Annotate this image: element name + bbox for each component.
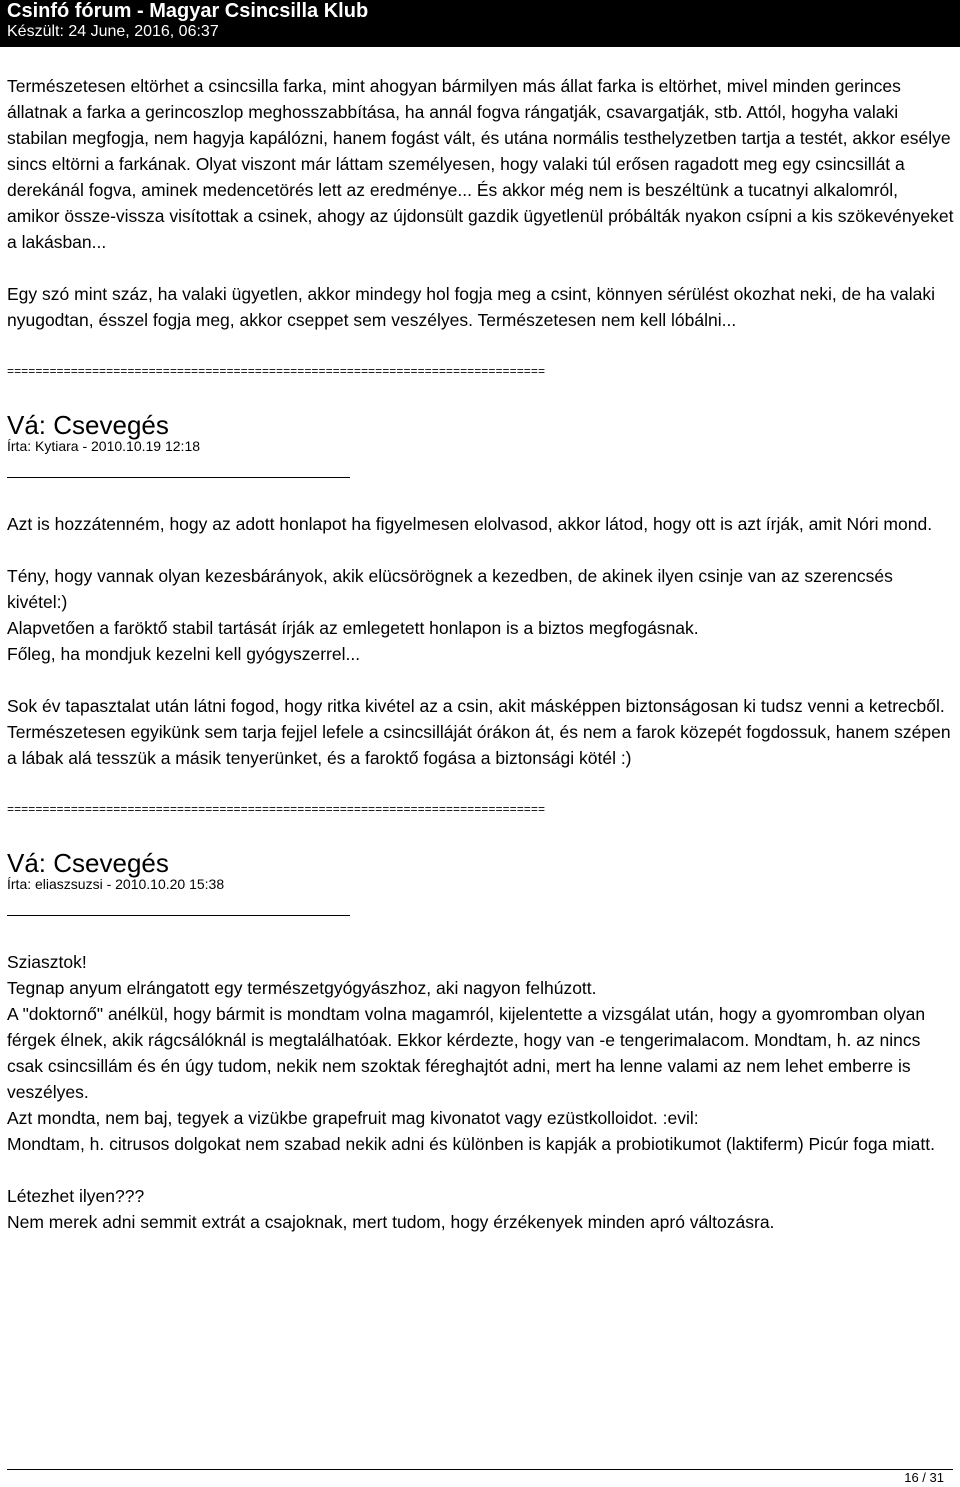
post-paragraph: Sziasztok! Tegnap anyum elrángatott egy természetgyógyászhoz, aki nagyon felhúzott. A "doktornő" anélkül, hogy bármit is mondtam volna magamról, kijelentette a vizsgálat után, hogy a gyomromban olyan férgek élnek, akik rágcsálóknál is megtalálhatóak. Ekkor kérdezte, hogy van -e tengerimalacom. Mondtam, h. az nincs csak csincsillám és én úgy tudom, nekik nem szoktak féreghajtót adni, mert ha lenne valami az nem lehet emberre is veszélyes. Azt mondta, nem baj, tegyek a vizükbe grapefruit mag kivonatot vagy ezüstkolloidot. :evil: Mondtam, h. citrusos dolgokat nem szabad nekik adni és különben is kapják a probiotikumot (laktiferm) Picúr foga miatt. bbox=[7, 952, 935, 1154]
post-paragraph: Azt is hozzátenném, hogy az adott honlapot ha figyelmesen elolvasod, akkor látod, hogy ott is azt írják, amit Nóri mond. bbox=[7, 514, 933, 534]
created-date: Készült: 24 June, 2016, 06:37 bbox=[7, 23, 219, 40]
paragraph-gap bbox=[7, 333, 955, 359]
paragraph-gap bbox=[7, 537, 955, 563]
posts-list bbox=[7, 411, 955, 1235]
post-meta: Írta: Kytiara - 2010.10.19 12:18 bbox=[7, 438, 201, 454]
forum-post bbox=[7, 849, 955, 1235]
post-paragraph: Tény, hogy vannak olyan kezesbárányok, akik elücsörögnek a kezedben, de akinek ilyen csinje van az szerencsés kivétel:) Alapvetően a faröktő stabil tartását írják az emlegetett honlapon is a biztos megfogásnak. Főleg, ha mondjuk kezelni kell gyógyszerrel... bbox=[7, 566, 893, 664]
forum-post bbox=[7, 411, 955, 849]
paragraph-gap bbox=[7, 771, 955, 797]
post-separator: ============================================================================ bbox=[7, 803, 546, 817]
paragraph-gap bbox=[7, 667, 955, 693]
intro-section bbox=[7, 73, 955, 411]
site-title: Csinfó fórum - Magyar Csincsilla Klub bbox=[7, 0, 369, 22]
post-meta-rule bbox=[7, 915, 350, 916]
page-header bbox=[0, 0, 960, 47]
post-title: Vá: Csevegés bbox=[7, 410, 169, 440]
intro-paragraph: Egy szó mint száz, ha valaki ügyetlen, akkor mindegy hol fogja meg a csint, könnyen sérülést okozhat neki, de ha valaki nyugodtan, ésszel fogja meg, akkor cseppet sem veszélyes. Természetesen nem kell lóbálni... bbox=[7, 284, 935, 330]
paragraph-gap bbox=[7, 385, 955, 411]
paragraph-gap bbox=[7, 255, 955, 281]
post-meta: Írta: eliaszsuzsi - 2010.10.20 15:38 bbox=[7, 876, 225, 892]
intro-paragraph: Természetesen eltörhet a csincsilla farka, mint ahogyan bármilyen más állat farka is eltörhet, mivel minden gerinces állatnak a farka a gerincoszlop meghosszabbítása, ha annál fogva rángatják, csavargatják, stb. Attól, hogyha valaki stabilan megfogja, nem hagyja kapálózni, hanem fogást vált, és utána normális testhelyzetben tartja a testét, akkor esélye sincs eltörni a farkának. Olyat viszont már láttam személyesen, hogy valaki túl erősen ragadott meg egy csincsillát a derekánál fogva, aminek medencetörés lett az eredménye... És akkor még nem is beszéltünk a tucatnyi alkalomról, amikor össze-vissza visítottak a csinek, ahogy az újdonsült gazdik ügyetlenül próbálták nyakon csípni a kis szökevényeket a lakásban... bbox=[7, 76, 954, 252]
page-number: 16 / 31 bbox=[904, 1470, 944, 1485]
paragraph-gap bbox=[7, 823, 955, 849]
footer-rule bbox=[7, 1469, 953, 1470]
paragraph-gap bbox=[7, 1157, 955, 1183]
post-separator: ============================================================================ bbox=[7, 365, 546, 379]
post-title: Vá: Csevegés bbox=[7, 848, 169, 878]
post-paragraph: Sok év tapasztalat után látni fogod, hogy ritka kivétel az a csin, akit másképpen biztonságosan ki tudsz venni a ketrecből. Természetesen egyikünk sem tarja fejjel lefele a csincsilláját órákon át, és nem a farok közepét fogdossuk, hanem szépen a lábak alá tesszük a másik tenyerünket, és a faroktő fogása a biztonsági kötél :) bbox=[7, 696, 951, 768]
document-body bbox=[7, 73, 955, 1235]
post-paragraph: Létezhet ilyen??? Nem merek adni semmit extrát a csajoknak, mert tudom, hogy érzékenyek minden apró változásra. bbox=[7, 1186, 775, 1232]
post-meta-rule bbox=[7, 477, 350, 478]
